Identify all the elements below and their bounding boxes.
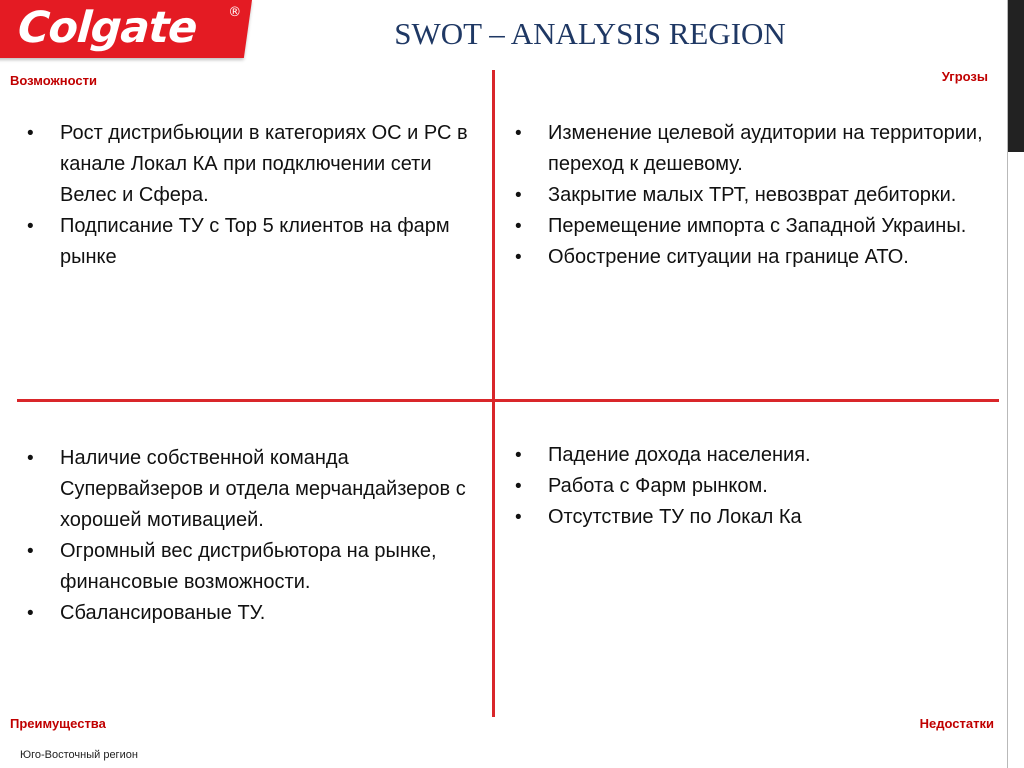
list-item: • Отсутствие ТУ по Локал Ка	[515, 502, 995, 533]
list-item: • Рост дистрибьюции в категориях ОС и РС в канале Локал КА при подключении сети Велес и Сфера.	[27, 118, 482, 211]
quadrant-weaknesses	[515, 440, 995, 533]
list-item: • Закрытие малых ТРТ, невозврат дебиторки.	[515, 180, 995, 211]
logo-wordmark: Colgate	[16, 3, 199, 53]
list-item: • Падение дохода населения.	[515, 440, 995, 471]
registered-mark: ®	[228, 5, 242, 20]
list-item: • Работа с Фарм рынком.	[515, 471, 995, 502]
edge-dark-block	[1008, 0, 1024, 152]
list-item: • Подписание ТУ с Top 5 клиентов на фарм рынке	[27, 211, 482, 273]
list-item: • Наличие собственной команда Супервайзеров и отдела мерчандайзеров с хорошей мотивацией.	[27, 443, 482, 536]
vertical-divider	[492, 70, 495, 717]
colgate-logo	[0, 0, 252, 58]
list-item: • Перемещение импорта с Западной Украины.	[515, 211, 995, 242]
label-threats: Угрозы	[941, 69, 988, 84]
slide-title: SWOT – ANALYSIS REGION	[394, 16, 786, 51]
label-strengths: Преимущества	[10, 716, 106, 731]
label-weaknesses: Недостатки	[919, 716, 994, 731]
label-opportunities: Возможности	[10, 73, 97, 88]
horizontal-divider	[17, 399, 999, 402]
quadrant-threats	[515, 118, 995, 273]
quadrant-opportunities	[27, 118, 482, 273]
quadrant-strengths	[27, 443, 482, 629]
list-item: • Сбалансированые ТУ.	[27, 598, 482, 629]
slide-edge	[1007, 0, 1024, 768]
list-item: • Изменение целевой аудитории на территории, переход к дешевому.	[515, 118, 995, 180]
footer-region: Юго-Восточный регион	[20, 749, 138, 761]
list-item: • Обострение ситуации на границе АТО.	[515, 242, 995, 273]
list-item: • Огромный вес дистрибьютора на рынке, финансовые возможности.	[27, 536, 482, 598]
